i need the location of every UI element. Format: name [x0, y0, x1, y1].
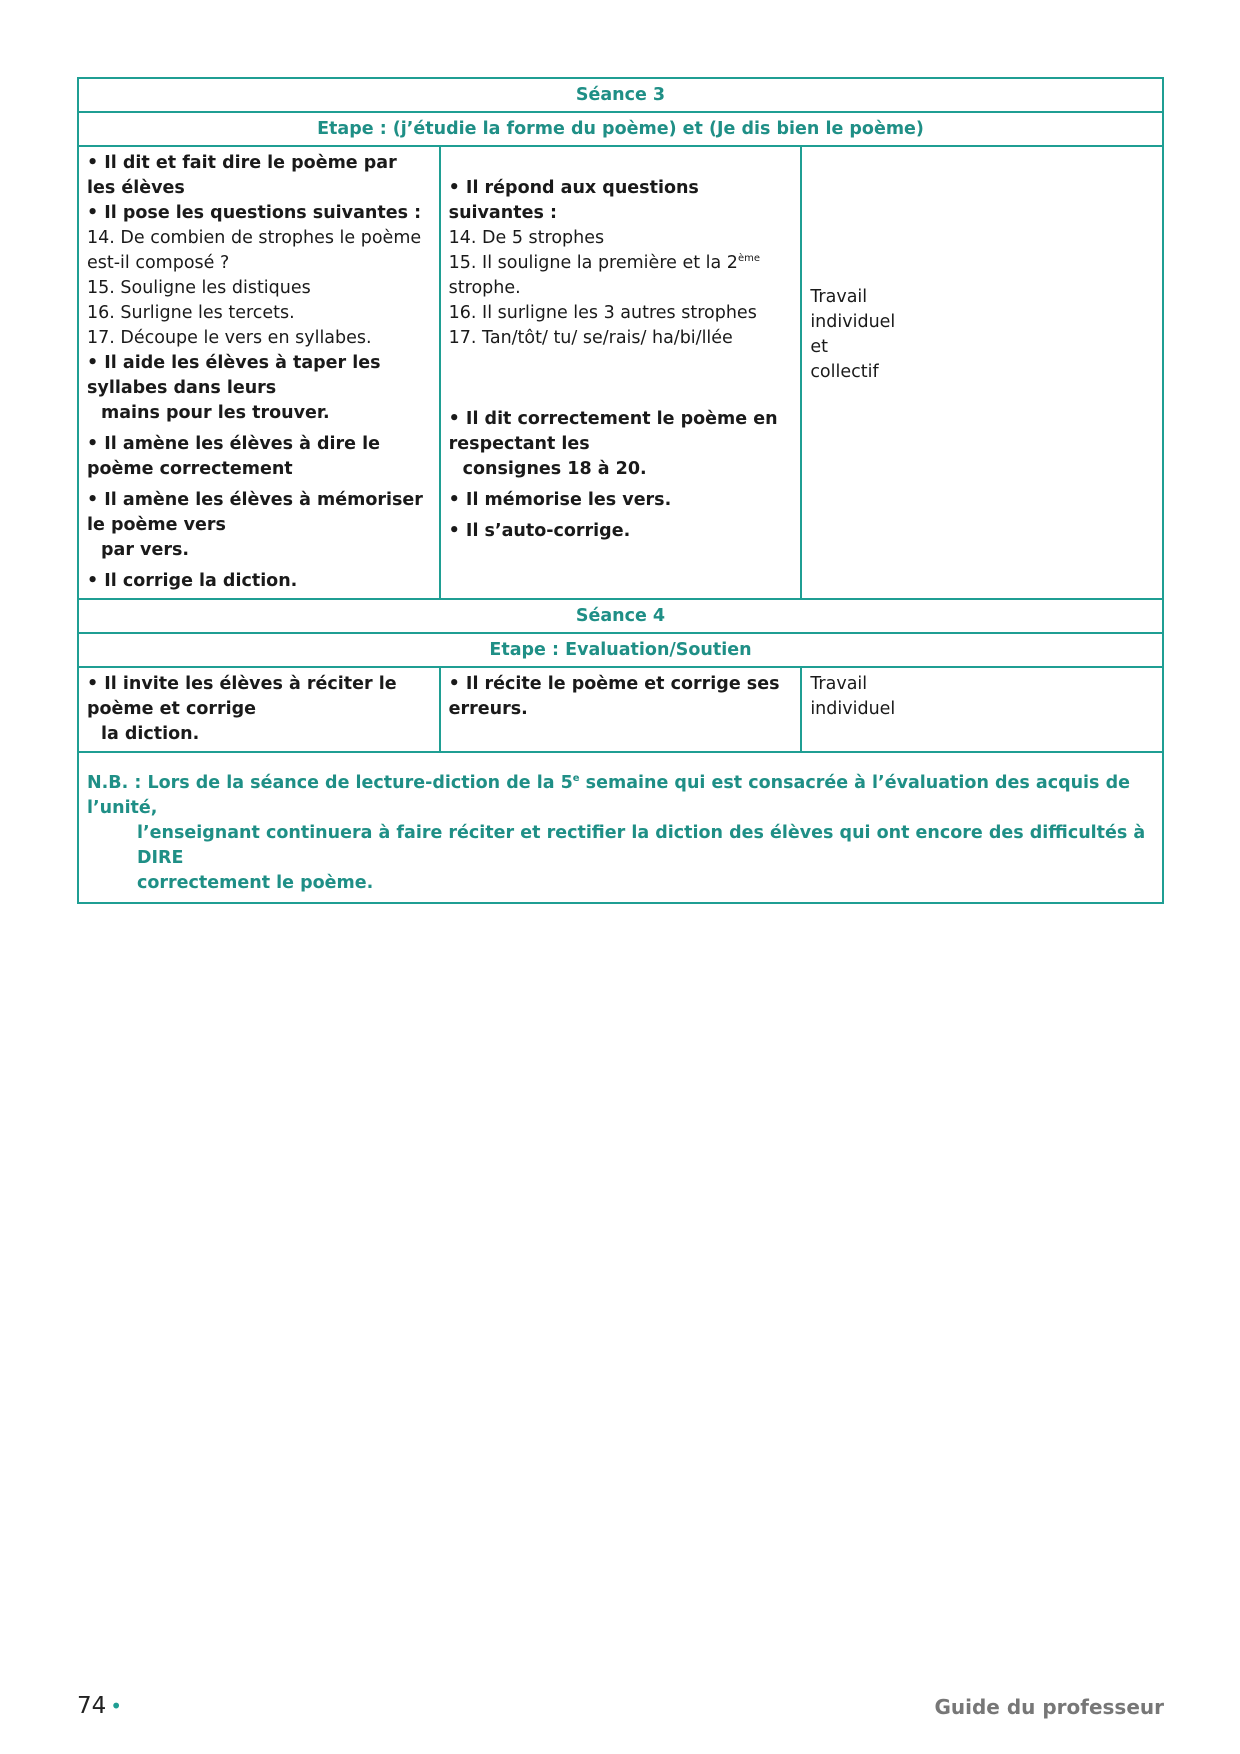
- student-bullet: • Il mémorise les vers.: [448, 490, 672, 510]
- work-mode-line: Travail: [810, 287, 868, 307]
- teacher-bullet-cont: mains pour les trouver.: [101, 403, 330, 423]
- question-16: 16. Surligne les tercets.: [87, 303, 295, 323]
- lesson-table: [77, 77, 1164, 904]
- student-bullet: • Il dit correctement le poème en respectant les: [448, 409, 778, 454]
- question-17: 17. Découpe le vers en syllabes.: [87, 328, 372, 348]
- nota-bene-line: l’enseignant continuera à faire réciter et rectifier la diction des élèves qui ont encore des difficultés à DIRE: [137, 823, 1146, 868]
- page-number-text: 74: [77, 1693, 107, 1719]
- answer-15-sup: ème: [737, 253, 760, 265]
- teacher-bullet-cont: la diction.: [101, 724, 200, 744]
- work-mode-line: collectif: [810, 362, 879, 382]
- nb-text: N.B. : Lors de la séance de lecture-diction de la 5: [87, 773, 573, 793]
- work-mode-line: Travail: [810, 674, 868, 694]
- answer-15-end: strophe.: [448, 278, 521, 298]
- student-bullet: • Il s’auto-corrige.: [448, 521, 631, 541]
- work-mode-line: individuel: [810, 312, 896, 332]
- teacher-bullet-cont: par vers.: [101, 540, 190, 560]
- nota-bene: [78, 752, 1163, 903]
- answer-17: 17. Tan/tôt/ tu/ se/rais/ ha/bi/llée: [448, 328, 733, 348]
- teacher-bullet: • Il amène les élèves à dire le poème correctement: [87, 434, 380, 479]
- seance-4-etape: Etape : Evaluation/Soutien: [78, 633, 1163, 667]
- bullet-dot-icon: •: [110, 1694, 123, 1718]
- teacher-bullet: • Il amène les élèves à mémoriser le poème vers: [87, 490, 423, 535]
- seance-4-teacher-cell: [78, 667, 440, 752]
- student-bullet: • Il répond aux questions suivantes :: [448, 178, 699, 223]
- footer-title: Guide du professeur: [934, 1695, 1164, 1719]
- nb-text-end: semaine qui est consacrée à l’évaluation des acquis de l’unité,: [87, 773, 1130, 818]
- answer-14: 14. De 5 strophes: [448, 228, 605, 248]
- answer-15: [449, 251, 793, 301]
- seance-4-mode-cell: [801, 667, 1163, 752]
- seance-4-title: Séance 4: [78, 599, 1163, 633]
- seance-3-title: Séance 3: [78, 78, 1163, 112]
- nota-bene-line: correctement le poème.: [137, 873, 374, 893]
- seance-3-student-cell: [440, 146, 802, 599]
- page-number: [77, 1693, 122, 1719]
- spacer: [449, 376, 793, 401]
- seance-3-teacher-cell: [78, 146, 440, 599]
- work-mode: [810, 285, 1154, 385]
- nb-sup: e: [572, 773, 580, 785]
- seance-3-etape: Etape : (j’étudie la forme du poème) et (Je dis bien le poème): [78, 112, 1163, 146]
- teacher-bullet: • Il corrige la diction.: [87, 571, 298, 591]
- spacer: [449, 151, 793, 176]
- question-15: 15. Souligne les distiques: [87, 278, 311, 298]
- teacher-bullet: • Il aide les élèves à taper les syllabes dans leurs: [87, 353, 381, 398]
- spacer: [449, 351, 793, 376]
- teacher-bullet: • Il pose les questions suivantes :: [87, 203, 422, 223]
- seance-4-student-cell: [440, 667, 802, 752]
- teacher-bullet: • Il invite les élèves à réciter le poème et corrige: [87, 674, 397, 719]
- question-14: 14. De combien de strophes le poème est-il composé ?: [87, 228, 422, 273]
- student-bullet: • Il récite le poème et corrige ses erreurs.: [448, 674, 780, 719]
- seance-3-mode-cell: [801, 146, 1163, 599]
- work-mode-line: individuel: [810, 699, 896, 719]
- teacher-bullet: • Il dit et fait dire le poème par les élèves: [87, 153, 397, 198]
- work-mode-line: et: [810, 337, 828, 357]
- student-bullet-cont: consignes 18 à 20.: [462, 459, 647, 479]
- nota-bene-line: [87, 771, 1154, 821]
- answer-16: 16. Il surligne les 3 autres strophes: [448, 303, 757, 323]
- answer-15-text: 15. Il souligne la première et la 2: [448, 253, 738, 273]
